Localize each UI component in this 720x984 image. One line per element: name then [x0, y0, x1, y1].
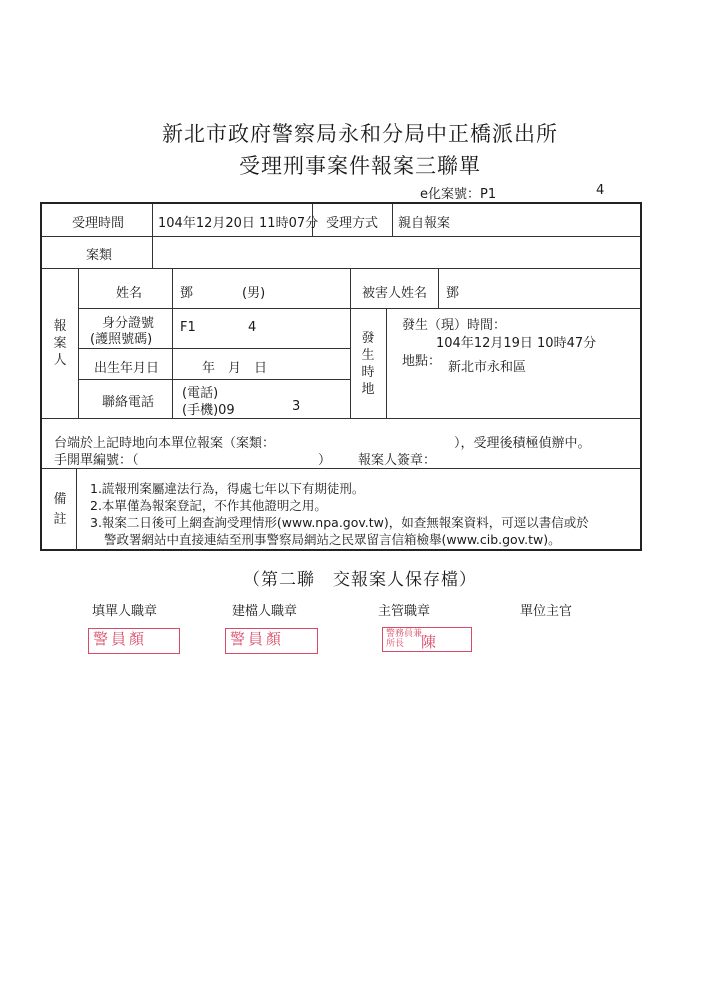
officer-stamp-text: 警員顏 [93, 630, 148, 648]
officer-stamp [88, 628, 180, 654]
method-label: 受理方式 [326, 216, 379, 231]
supervisor-stamp-name: 陳 [421, 633, 437, 651]
occurrence-label-char: 發 [361, 331, 375, 346]
phone-landline: (電話) [182, 386, 219, 401]
name-value: 鄧 [180, 286, 194, 301]
name-label: 姓名 [116, 286, 143, 301]
row-divider [42, 418, 640, 419]
case-type-label: 案類 [86, 248, 113, 263]
received-time-value: 104年12月20日 11時07分 [158, 216, 319, 231]
phone-mobile: (手機)09 [182, 403, 235, 418]
birth-value: 年 月 日 [202, 361, 268, 376]
id-value: F1 [180, 320, 196, 335]
row-divider [42, 236, 640, 237]
birth-label: 出生年月日 [94, 361, 160, 376]
col-divider [438, 268, 439, 308]
col-divider [392, 204, 393, 236]
col-divider [152, 204, 153, 268]
notes-label-char: 註 [53, 512, 67, 527]
sign-label-archiver: 建檔人職章 [232, 604, 298, 619]
passport-label: (護照號碼) [90, 332, 153, 347]
row-divider [78, 348, 350, 349]
note-1: 1.謊報刑案屬違法行為，得處七年以下有期徒刑。 [90, 481, 365, 496]
archiver-stamp [225, 628, 318, 654]
archiver-stamp-text: 警員顏 [230, 630, 285, 648]
reporter-label [52, 318, 68, 369]
signature-label: 報案人簽章： [358, 453, 437, 468]
case-number-label: e化案號：P1 [420, 187, 497, 202]
reporter-label-char: 報 [53, 319, 67, 334]
station-title: 新北市政府警察局永和分局中正橋派出所 [162, 122, 558, 146]
manual-number-close: ） [318, 453, 332, 468]
col-divider [386, 308, 387, 418]
occurrence-label-char: 地 [361, 382, 375, 397]
occur-time-label: 發生（現）時間： [402, 318, 507, 333]
reporter-label-char: 人 [53, 353, 67, 368]
supervisor-stamp [382, 627, 472, 652]
manual-number-label: 手開單編號：（ [54, 453, 139, 468]
note-2: 2.本單僅為報案登記，不作其他證明之用。 [90, 498, 327, 513]
phone-label: 聯絡電話 [102, 395, 155, 410]
occurrence-label [360, 330, 376, 398]
gender-value: (男) [242, 286, 266, 301]
note-3-cont: 警政署網站中直接連結至刑事警察局網站之民眾留言信箱檢舉(www.cib.gov.tw)。 [104, 532, 561, 547]
col-divider [350, 268, 351, 418]
notes-label [52, 490, 68, 530]
row-divider [42, 468, 640, 469]
col-divider [78, 268, 79, 418]
place-label: 地點： [402, 354, 442, 369]
supervisor-stamp-title: 警務員兼所長 [386, 629, 423, 649]
phone-suffix: 3 [292, 399, 301, 414]
row-divider [78, 308, 640, 309]
victim-value: 鄧 [446, 286, 460, 301]
form-title: 受理刑事案件報案三聯單 [239, 154, 481, 178]
row-divider [42, 268, 640, 269]
col-divider [172, 268, 173, 418]
sign-label-filler: 填單人職章 [92, 604, 158, 619]
report-form [40, 202, 642, 551]
sign-label-supervisor: 主管職章 [378, 604, 431, 619]
note-3: 3.報案二日後可上網查詢受理情形(www.npa.gov.tw)，如查無報案資料，可逕以書信或於 [90, 515, 589, 530]
occurrence-label-char: 生 [361, 348, 375, 363]
copy-designation: （第二聯 交報案人保存檔） [243, 570, 477, 590]
method-value: 親自報案 [398, 216, 451, 231]
row-divider [78, 379, 350, 380]
reporter-label-char: 案 [53, 336, 67, 351]
occur-time-value: 104年12月19日 10時47分 [436, 336, 597, 351]
id-label: 身分證號 [102, 316, 155, 331]
case-number [420, 183, 605, 202]
col-divider [76, 468, 77, 551]
statement-text: 台端於上記時地向本單位報案（案類： [54, 436, 276, 451]
notes-label-char: 備 [53, 492, 67, 507]
statement-end: ），受理後積極偵辦中。 [454, 436, 591, 451]
id-suffix: 4 [248, 320, 257, 335]
received-time-label: 受理時間 [72, 216, 125, 231]
sign-label-chief: 單位主官 [520, 604, 573, 619]
victim-label: 被害人姓名 [362, 286, 428, 301]
place-value: 新北市永和區 [448, 360, 527, 375]
occurrence-label-char: 時 [361, 365, 375, 380]
case-number-suffix: 4 [596, 183, 605, 198]
